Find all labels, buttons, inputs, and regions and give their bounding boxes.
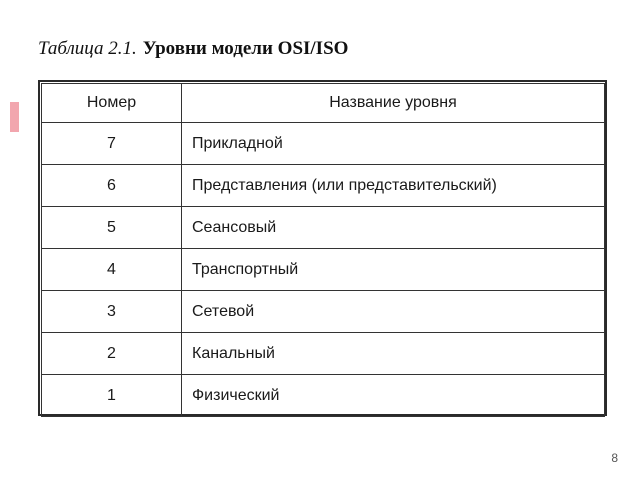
row-name: Прикладной xyxy=(182,123,605,165)
table-row xyxy=(42,375,605,417)
row-number: 2 xyxy=(42,333,182,375)
row-number: 7 xyxy=(42,123,182,165)
table-row xyxy=(42,291,605,333)
row-number: 6 xyxy=(42,165,182,207)
accent-bar xyxy=(10,102,19,132)
row-number: 5 xyxy=(42,207,182,249)
header-number: Номер xyxy=(42,84,182,123)
row-name: Физический xyxy=(182,375,605,417)
table-row xyxy=(42,333,605,375)
row-name: Канальный xyxy=(182,333,605,375)
table-caption xyxy=(38,38,348,60)
table-row xyxy=(42,165,605,207)
row-number: 4 xyxy=(42,249,182,291)
table-row xyxy=(42,123,605,165)
row-name: Транспортный xyxy=(182,249,605,291)
row-number: 3 xyxy=(42,291,182,333)
row-name: Представления (или представительский) xyxy=(182,165,605,207)
row-name: Сетевой xyxy=(182,291,605,333)
osi-layers-table xyxy=(41,83,605,417)
header-name: Название уровня xyxy=(182,84,605,123)
table-header-row xyxy=(42,84,605,123)
page-number: 8 xyxy=(611,451,618,465)
caption-title: Уровни модели OSI/ISO xyxy=(142,38,349,59)
row-name: Сеансовый xyxy=(182,207,605,249)
table-row xyxy=(42,249,605,291)
caption-label: Таблица 2.1. xyxy=(38,38,137,59)
row-number: 1 xyxy=(42,375,182,417)
table-row xyxy=(42,207,605,249)
